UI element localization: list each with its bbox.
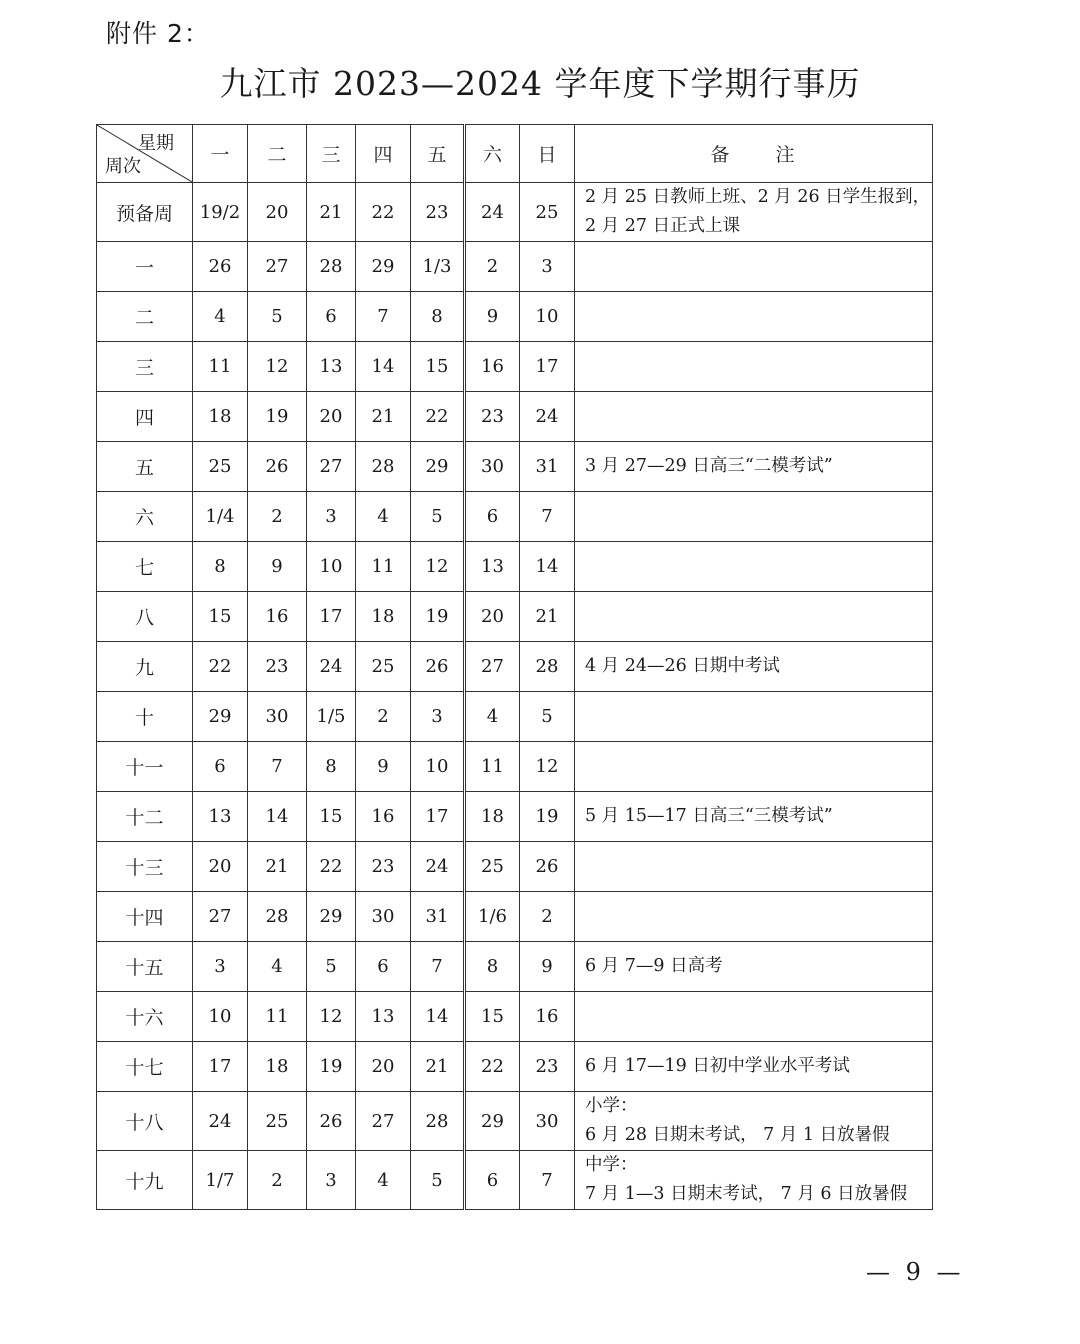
day-header-tue: 二 <box>248 125 307 183</box>
date-cell: 25 <box>193 442 248 492</box>
date-cell: 3 <box>520 242 575 292</box>
date-cell: 11 <box>248 992 307 1042</box>
date-cell: 5 <box>411 1151 465 1210</box>
date-cell: 15 <box>307 792 356 842</box>
date-cell: 4 <box>248 942 307 992</box>
note-line: 2 月 25 日教师上班、2 月 26 日学生报到， <box>585 187 931 207</box>
table-row <box>97 592 933 642</box>
date-cell: 29 <box>411 442 465 492</box>
date-cell: 9 <box>465 292 520 342</box>
date-cell: 29 <box>356 242 411 292</box>
table-row <box>97 692 933 742</box>
date-cell: 2 <box>356 692 411 742</box>
date-cell: 28 <box>307 242 356 292</box>
date-cell: 27 <box>248 242 307 292</box>
date-cell: 6 <box>356 942 411 992</box>
date-cell: 11 <box>193 342 248 392</box>
date-cell: 28 <box>248 892 307 942</box>
date-cell: 15 <box>465 992 520 1042</box>
date-cell: 3 <box>411 692 465 742</box>
week-label: 八 <box>97 592 193 642</box>
note-cell <box>575 1151 933 1210</box>
table-row <box>97 392 933 442</box>
date-cell: 16 <box>248 592 307 642</box>
table-row <box>97 492 933 542</box>
note-cell <box>575 992 933 1042</box>
date-cell: 7 <box>356 292 411 342</box>
date-cell: 20 <box>465 592 520 642</box>
note-cell <box>575 392 933 442</box>
note-line: 3 月 27—29 日高三“二模考试” <box>585 456 833 476</box>
week-label: 五 <box>97 442 193 492</box>
date-cell: 16 <box>520 992 575 1042</box>
day-header-thu: 四 <box>356 125 411 183</box>
date-cell: 29 <box>465 1092 520 1151</box>
date-cell: 8 <box>307 742 356 792</box>
note-cell <box>575 592 933 642</box>
date-cell: 24 <box>193 1092 248 1151</box>
date-cell: 8 <box>465 942 520 992</box>
date-cell: 30 <box>465 442 520 492</box>
notes-header <box>575 125 933 183</box>
date-cell: 20 <box>307 392 356 442</box>
date-cell: 19 <box>307 1042 356 1092</box>
week-label: 十九 <box>97 1151 193 1210</box>
week-label: 十八 <box>97 1092 193 1151</box>
date-cell: 29 <box>193 692 248 742</box>
date-cell: 5 <box>307 942 356 992</box>
week-label: 三 <box>97 342 193 392</box>
date-cell: 22 <box>193 642 248 692</box>
week-label: 七 <box>97 542 193 592</box>
date-cell: 12 <box>307 992 356 1042</box>
table-row <box>97 1151 933 1210</box>
day-header-fri: 五 <box>411 125 465 183</box>
week-label: 四 <box>97 392 193 442</box>
date-cell: 28 <box>356 442 411 492</box>
week-label: 十二 <box>97 792 193 842</box>
page-number: — 9 — <box>866 1258 965 1286</box>
date-cell: 13 <box>465 542 520 592</box>
date-cell: 20 <box>356 1042 411 1092</box>
date-cell: 10 <box>193 992 248 1042</box>
weekday-corner-label: 星期 <box>138 133 174 154</box>
date-cell: 7 <box>248 742 307 792</box>
week-corner-label: 周次 <box>105 156 141 177</box>
date-cell: 22 <box>307 842 356 892</box>
week-label: 二 <box>97 292 193 342</box>
week-label: 十三 <box>97 842 193 892</box>
date-cell: 6 <box>307 292 356 342</box>
date-cell: 3 <box>307 492 356 542</box>
date-cell: 11 <box>356 542 411 592</box>
date-cell: 18 <box>248 1042 307 1092</box>
note-cell <box>575 892 933 942</box>
week-label: 十五 <box>97 942 193 992</box>
date-cell: 20 <box>248 183 307 242</box>
week-label: 九 <box>97 642 193 692</box>
date-cell: 31 <box>411 892 465 942</box>
day-header-sun: 日 <box>520 125 575 183</box>
day-header-wed: 三 <box>307 125 356 183</box>
date-cell: 11 <box>465 742 520 792</box>
school-calendar-table <box>96 124 933 1210</box>
date-cell: 10 <box>307 542 356 592</box>
table-row <box>97 1092 933 1151</box>
table-row <box>97 942 933 992</box>
date-cell: 13 <box>307 342 356 392</box>
date-cell: 4 <box>356 492 411 542</box>
attachment-label: 附件 2： <box>106 19 210 48</box>
note-cell <box>575 442 933 492</box>
date-cell: 26 <box>248 442 307 492</box>
table-row <box>97 542 933 592</box>
date-cell: 29 <box>307 892 356 942</box>
note-cell <box>575 492 933 542</box>
date-cell: 4 <box>193 292 248 342</box>
date-cell: 12 <box>248 342 307 392</box>
date-cell: 19 <box>248 392 307 442</box>
date-cell: 5 <box>411 492 465 542</box>
date-cell: 24 <box>520 392 575 442</box>
date-cell: 6 <box>193 742 248 792</box>
date-cell: 17 <box>307 592 356 642</box>
week-label: 六 <box>97 492 193 542</box>
date-cell: 23 <box>411 183 465 242</box>
date-cell: 6 <box>465 492 520 542</box>
note-line: 5 月 15—17 日高三“三模考试” <box>585 806 833 826</box>
date-cell: 26 <box>193 242 248 292</box>
date-cell: 25 <box>520 183 575 242</box>
date-cell: 27 <box>307 442 356 492</box>
date-cell: 5 <box>520 692 575 742</box>
note-cell <box>575 342 933 392</box>
date-cell: 21 <box>307 183 356 242</box>
date-cell: 18 <box>465 792 520 842</box>
date-cell: 15 <box>193 592 248 642</box>
date-cell: 25 <box>465 842 520 892</box>
date-cell: 22 <box>465 1042 520 1092</box>
date-cell: 21 <box>411 1042 465 1092</box>
date-cell: 27 <box>356 1092 411 1151</box>
notes-header-part1: 备 <box>710 144 732 166</box>
date-cell: 20 <box>193 842 248 892</box>
notes-header-part2: 注 <box>775 144 797 166</box>
date-cell: 25 <box>248 1092 307 1151</box>
note-cell <box>575 642 933 692</box>
date-cell: 13 <box>193 792 248 842</box>
week-label: 十六 <box>97 992 193 1042</box>
date-cell: 4 <box>356 1151 411 1210</box>
date-cell: 19/2 <box>193 183 248 242</box>
date-cell: 3 <box>193 942 248 992</box>
table-row <box>97 442 933 492</box>
note-line: 7 月 1—3 日期末考试， 7 月 6 日放暑假 <box>585 1184 908 1204</box>
note-cell <box>575 542 933 592</box>
note-line: 2 月 27 日正式上课 <box>585 216 741 236</box>
date-cell: 7 <box>520 492 575 542</box>
day-header-mon: 一 <box>193 125 248 183</box>
note-cell <box>575 942 933 992</box>
date-cell: 13 <box>356 992 411 1042</box>
date-cell: 24 <box>465 183 520 242</box>
date-cell: 1/4 <box>193 492 248 542</box>
date-cell: 10 <box>411 742 465 792</box>
date-cell: 24 <box>411 842 465 892</box>
date-cell: 23 <box>520 1042 575 1092</box>
week-label: 十一 <box>97 742 193 792</box>
date-cell: 1/5 <box>307 692 356 742</box>
date-cell: 1/3 <box>411 242 465 292</box>
date-cell: 23 <box>356 842 411 892</box>
table-row <box>97 742 933 792</box>
note-cell <box>575 742 933 792</box>
day-header-sat: 六 <box>465 125 520 183</box>
table-row <box>97 642 933 692</box>
note-line: 4 月 24—26 日期中考试 <box>585 656 780 676</box>
date-cell: 9 <box>520 942 575 992</box>
date-cell: 17 <box>193 1042 248 1092</box>
date-cell: 21 <box>520 592 575 642</box>
date-cell: 12 <box>411 542 465 592</box>
table-row <box>97 292 933 342</box>
date-cell: 17 <box>411 792 465 842</box>
note-cell <box>575 1042 933 1092</box>
note-cell <box>575 1092 933 1151</box>
note-cell <box>575 242 933 292</box>
date-cell: 2 <box>248 492 307 542</box>
note-line: 6 月 7—9 日高考 <box>585 956 723 976</box>
date-cell: 30 <box>520 1092 575 1151</box>
date-cell: 25 <box>356 642 411 692</box>
date-cell: 9 <box>356 742 411 792</box>
date-cell: 18 <box>356 592 411 642</box>
date-cell: 6 <box>465 1151 520 1210</box>
week-label: 预备周 <box>97 183 193 242</box>
date-cell: 23 <box>248 642 307 692</box>
note-line: 6 月 28 日期末考试， 7 月 1 日放暑假 <box>585 1125 890 1145</box>
date-cell: 22 <box>356 183 411 242</box>
date-cell: 30 <box>356 892 411 942</box>
date-cell: 16 <box>465 342 520 392</box>
date-cell: 27 <box>465 642 520 692</box>
table-row <box>97 342 933 392</box>
date-cell: 23 <box>465 392 520 442</box>
note-line: 小学： <box>585 1096 638 1116</box>
date-cell: 2 <box>465 242 520 292</box>
date-cell: 18 <box>193 392 248 442</box>
date-cell: 1/6 <box>465 892 520 942</box>
note-line: 中学： <box>585 1155 638 1175</box>
date-cell: 2 <box>248 1151 307 1210</box>
header-row <box>97 125 933 183</box>
week-label: 十七 <box>97 1042 193 1092</box>
week-label: 一 <box>97 242 193 292</box>
date-cell: 26 <box>307 1092 356 1151</box>
date-cell: 8 <box>193 542 248 592</box>
table-row <box>97 183 933 242</box>
date-cell: 19 <box>411 592 465 642</box>
date-cell: 14 <box>411 992 465 1042</box>
table-row <box>97 992 933 1042</box>
table-row <box>97 1042 933 1092</box>
date-cell: 16 <box>356 792 411 842</box>
note-cell <box>575 842 933 892</box>
note-line: 6 月 17—19 日初中学业水平考试 <box>585 1056 850 1076</box>
calendar-body <box>97 183 933 1210</box>
week-label: 十 <box>97 692 193 742</box>
note-cell <box>575 292 933 342</box>
diagonal-header-cell <box>97 125 193 183</box>
document-title: 九江市 2023—2024 学年度下学期行事历 <box>219 64 861 103</box>
table-row <box>97 792 933 842</box>
week-label: 十四 <box>97 892 193 942</box>
note-cell <box>575 692 933 742</box>
date-cell: 9 <box>248 542 307 592</box>
date-cell: 12 <box>520 742 575 792</box>
date-cell: 26 <box>411 642 465 692</box>
table-row <box>97 842 933 892</box>
date-cell: 3 <box>307 1151 356 1210</box>
note-cell <box>575 183 933 242</box>
date-cell: 17 <box>520 342 575 392</box>
date-cell: 14 <box>356 342 411 392</box>
date-cell: 28 <box>520 642 575 692</box>
date-cell: 5 <box>248 292 307 342</box>
note-cell <box>575 792 933 842</box>
date-cell: 7 <box>520 1151 575 1210</box>
date-cell: 28 <box>411 1092 465 1151</box>
date-cell: 7 <box>411 942 465 992</box>
date-cell: 4 <box>465 692 520 742</box>
date-cell: 22 <box>411 392 465 442</box>
date-cell: 1/7 <box>193 1151 248 1210</box>
date-cell: 21 <box>356 392 411 442</box>
date-cell: 15 <box>411 342 465 392</box>
date-cell: 19 <box>520 792 575 842</box>
date-cell: 14 <box>248 792 307 842</box>
table-row <box>97 242 933 292</box>
date-cell: 8 <box>411 292 465 342</box>
table-row <box>97 892 933 942</box>
date-cell: 30 <box>248 692 307 742</box>
date-cell: 31 <box>520 442 575 492</box>
date-cell: 2 <box>520 892 575 942</box>
date-cell: 10 <box>520 292 575 342</box>
date-cell: 27 <box>193 892 248 942</box>
date-cell: 14 <box>520 542 575 592</box>
date-cell: 21 <box>248 842 307 892</box>
date-cell: 24 <box>307 642 356 692</box>
date-cell: 26 <box>520 842 575 892</box>
